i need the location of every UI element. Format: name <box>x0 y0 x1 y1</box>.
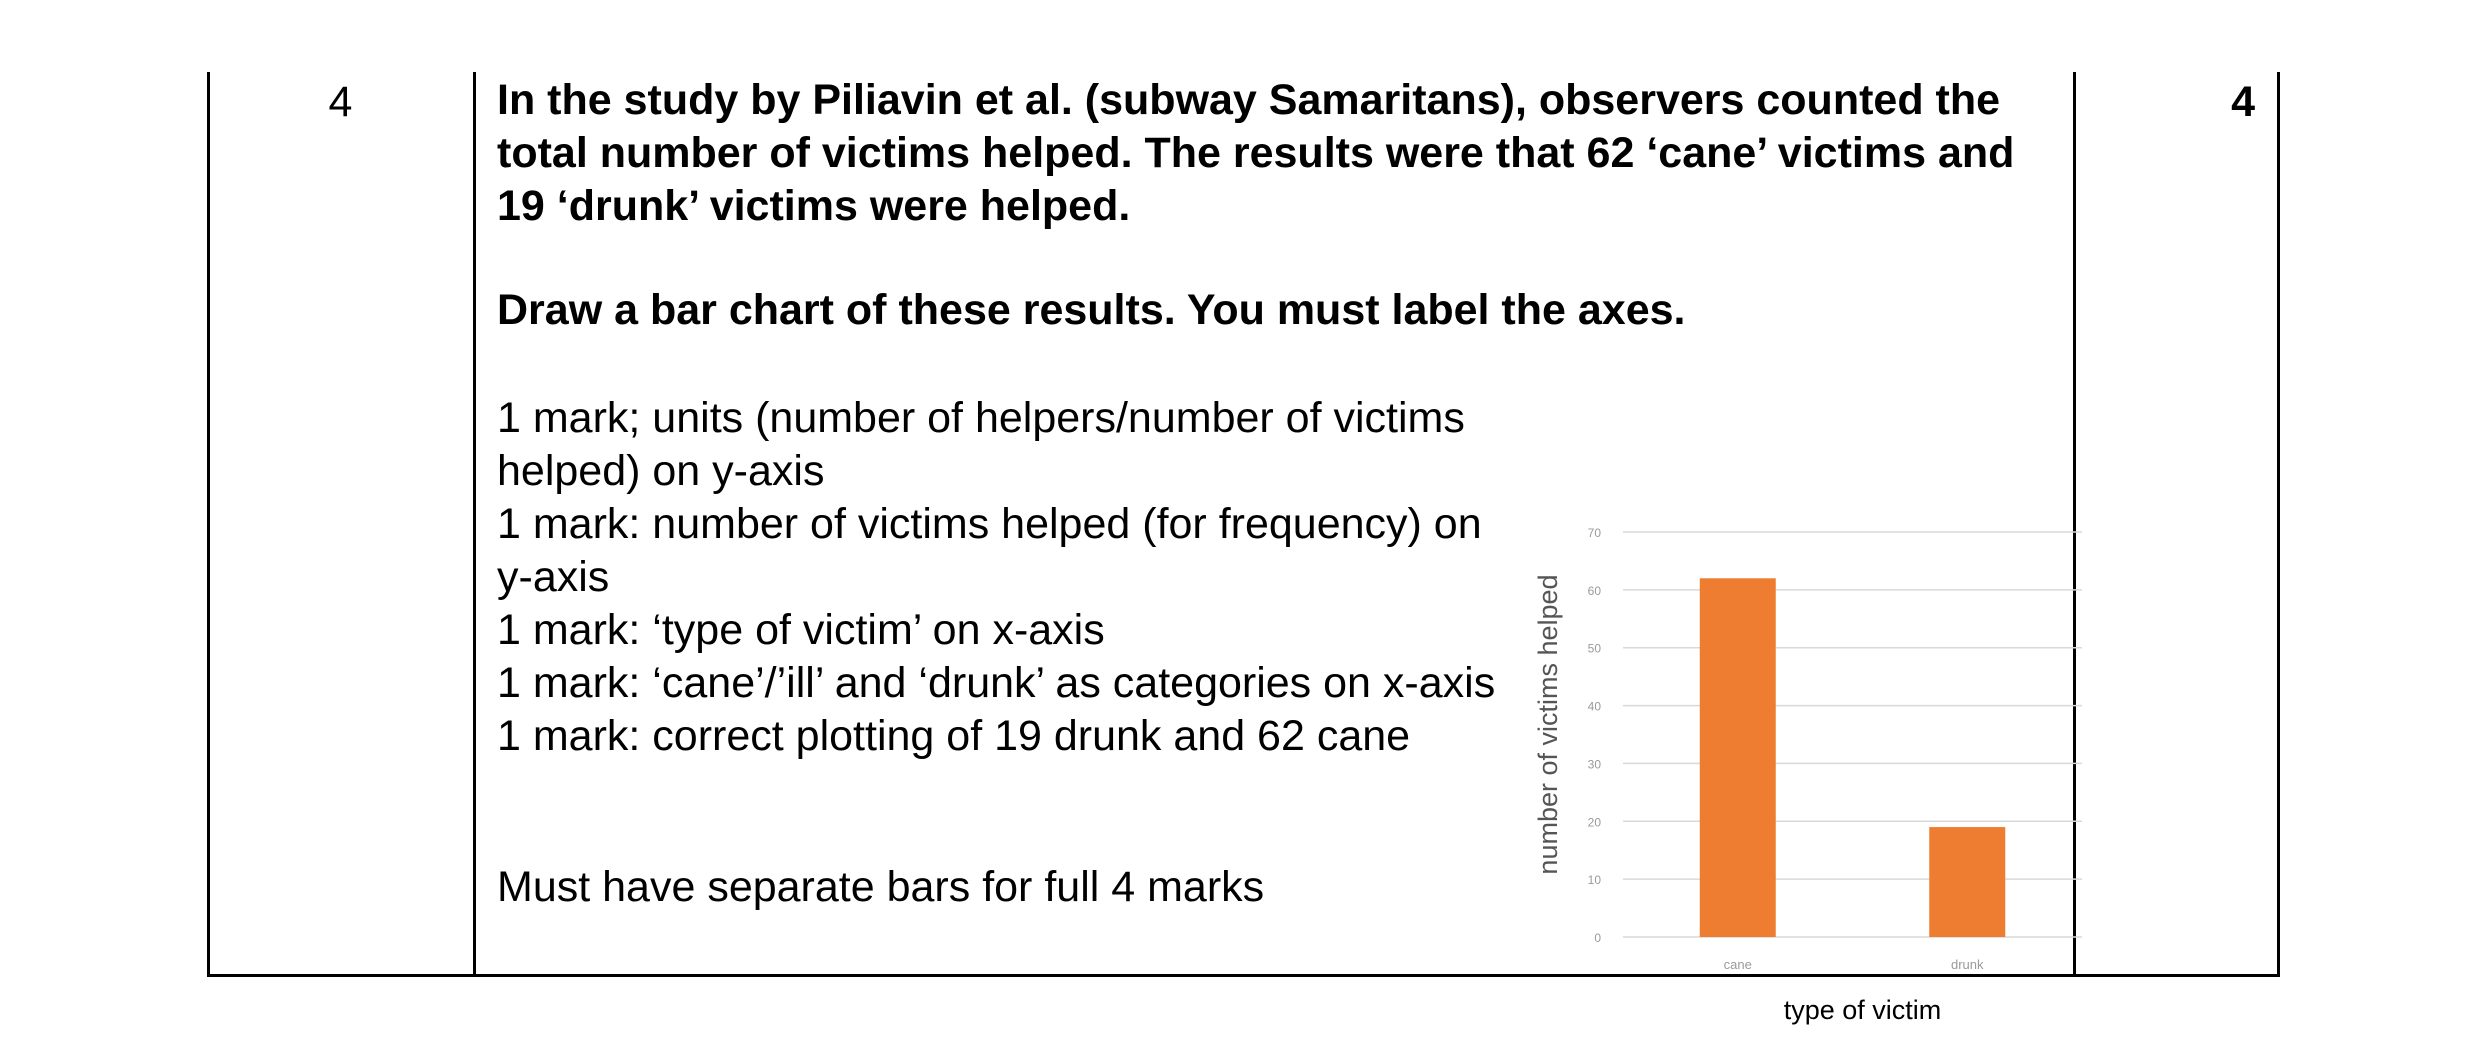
x-tick-label: cane <box>1723 957 1752 972</box>
bar-chart-svg <box>1527 412 2087 1025</box>
mark-scheme-item: 1 mark: correct plotting of 19 drunk and 62 cane <box>497 712 1411 760</box>
y-tick-label: 0 <box>1594 931 1601 945</box>
y-tick-label: 20 <box>1587 815 1601 830</box>
mark-scheme-list <box>497 392 1507 763</box>
y-tick-label: 10 <box>1587 873 1601 888</box>
mark-scheme-table <box>207 72 2277 1025</box>
x-axis-label: type of victim <box>1783 995 1942 1025</box>
final-note: Must have separate bars for full 4 marks <box>497 863 1265 911</box>
table-border-bottom <box>207 974 2280 977</box>
table-divider-1 <box>473 72 476 977</box>
bar-cane <box>1700 578 1776 937</box>
mark-scheme-item: 1 mark: ‘type of victim’ on x-axis <box>497 606 1105 654</box>
bar-drunk <box>1929 827 2005 937</box>
y-tick-label: 70 <box>1587 526 1601 540</box>
mark-scheme-item: 1 mark; units (number of helpers/number of victims helped) on y-axis <box>497 394 1465 495</box>
table-border-right <box>2277 72 2280 977</box>
y-tick-label: 60 <box>1587 583 1601 598</box>
question-number: 4 <box>328 78 353 126</box>
question-instruction: Draw a bar chart of these results. You must label the axes. <box>497 286 1686 334</box>
y-tick-label: 50 <box>1587 641 1601 656</box>
question-text: In the study by Piliavin et al. (subway Samaritans), observers counted the total number of victims helped. The results were that 62 ‘cane’ victims and 19 ‘drunk’ victims were helped. <box>497 76 2015 230</box>
marks-value: 4 <box>2231 78 2255 126</box>
mark-scheme-item: 1 mark: ‘cane’/’ill’ and ‘drunk’ as categories on x-axis <box>497 659 1496 707</box>
bar-chart <box>1527 412 2087 1025</box>
table-border-left <box>207 72 210 977</box>
y-axis-label: number of victims helped <box>1533 574 1563 875</box>
x-tick-label: drunk <box>1950 957 1984 972</box>
mark-scheme-item: 1 mark: number of victims helped (for frequency) on y-axis <box>497 500 1482 601</box>
y-tick-label: 30 <box>1587 757 1601 772</box>
y-tick-label: 40 <box>1587 699 1601 714</box>
